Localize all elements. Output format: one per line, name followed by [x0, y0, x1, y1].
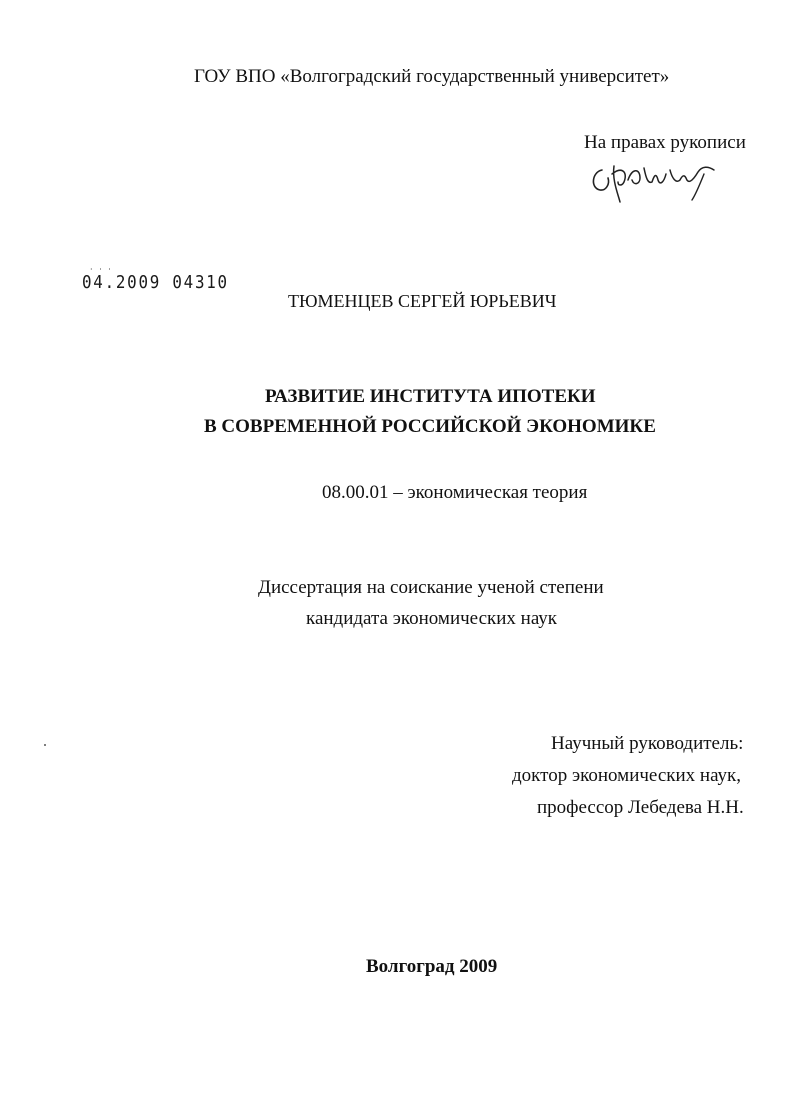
institution-name: ГОУ ВПО «Волгоградский государственный университет» — [194, 66, 670, 87]
scan-speck — [44, 744, 46, 746]
author-name: ТЮМЕНЦЕВ СЕРГЕЙ ЮРЬЕВИЧ — [288, 291, 557, 311]
supervisor-name: профессор Лебедева Н.Н. — [537, 797, 744, 818]
specialty-code: 08.00.01 – экономическая теория — [322, 482, 588, 503]
supervisor-degree: доктор экономических наук, — [512, 765, 742, 786]
thesis-title-line-2: В СОВРЕМЕННОЙ РОССИЙСКОЙ ЭКОНОМИКЕ — [204, 416, 656, 437]
registration-stamp-code: 04.2009 04310 — [82, 272, 229, 293]
dissertation-degree-line-1: Диссертация на соискание ученой степени — [258, 577, 604, 598]
dissertation-degree-line-2: кандидата экономических наук — [306, 608, 558, 629]
thesis-title-line-1: РАЗВИТИЕ ИНСТИТУТА ИПОТЕКИ — [265, 386, 596, 407]
supervisor-role: Научный руководитель: — [551, 733, 744, 754]
city-year: Волгоград 2009 — [366, 956, 498, 977]
manuscript-rights-note: На правах рукописи — [584, 132, 746, 153]
author-signature — [588, 154, 728, 214]
stamp-marks: · · · — [90, 265, 113, 274]
